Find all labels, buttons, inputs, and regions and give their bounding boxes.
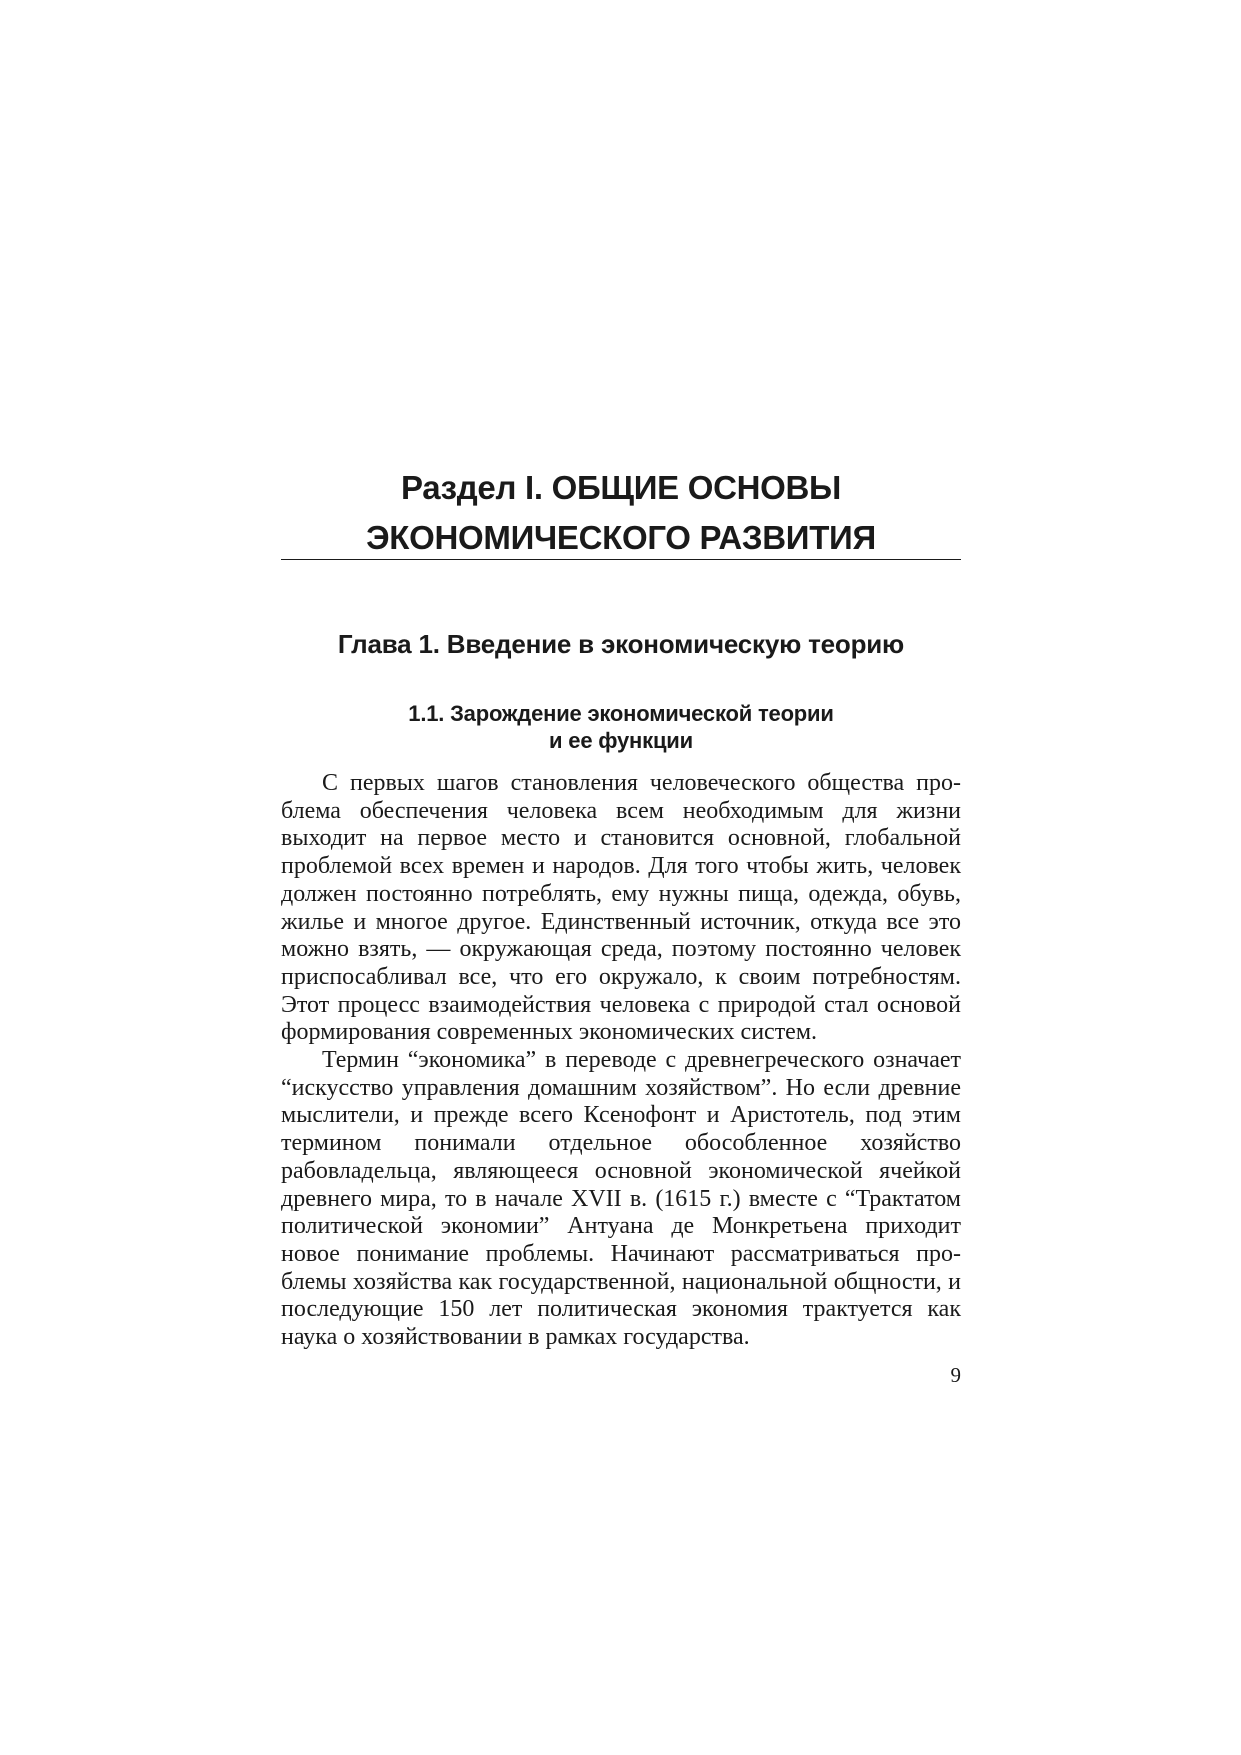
body-text — [281, 770, 961, 1352]
paragraph: С первых шагов становления человеческого общества проблема обеспечения человека всем необходимым для жизни выходит на первое место и становится основной, глобальной проблемой всех времен и народов. Для того чтобы жить, человек должен постоянно потреблять, ему нужны пища, одежда, обувь, жилье и многое другое. Единственный источник, откуда все это можно взять, — окружающая среда, поэтому постоянно человек приспосабливал все, что его окружало, к своим потребностям. Этот процесс взаимодействия человека с природой стал основой формирования современных экономических систем. — [281, 770, 961, 1046]
section-title-line-1: Раздел I. ОБЩИЕ ОСНОВЫ — [400, 469, 842, 506]
section-divider — [281, 559, 961, 560]
subsection-title — [281, 700, 961, 754]
paragraph: Термин “экономика” в переводе с древнегреческого означает “искусство управления домашним хозяйством”. Но если древние мыслители, и прежде всего Ксенофонт и Аристотель, под этим термином понимали отдельное обособленное хозяйство рабовладельца, являющееся основной экономической ячейкой древнего мира, то в начале XVII в. (1615 г.) вместе с “Трактатом политической экономии” Антуана де Монкретьена приходит новое понимание проблемы. Начинают рассматриваться проблемы хозяйства как государственной, национальной общности, и последующие 150 лет политическая экономия трактуется как наука о хозяйствовании в рамках государства. — [281, 1047, 961, 1351]
section-title — [281, 463, 961, 563]
chapter-title: Глава 1. Введение в экономическую теорию — [337, 629, 905, 659]
section-title-line-2: ЭКОНОМИЧЕСКОГО РАЗВИТИЯ — [366, 519, 876, 556]
subsection-title-line-2: и ее функции — [549, 728, 693, 753]
subsection-title-line-1: 1.1. Зарождение экономической теории — [408, 701, 834, 726]
page-number: 9 — [950, 1363, 961, 1387]
